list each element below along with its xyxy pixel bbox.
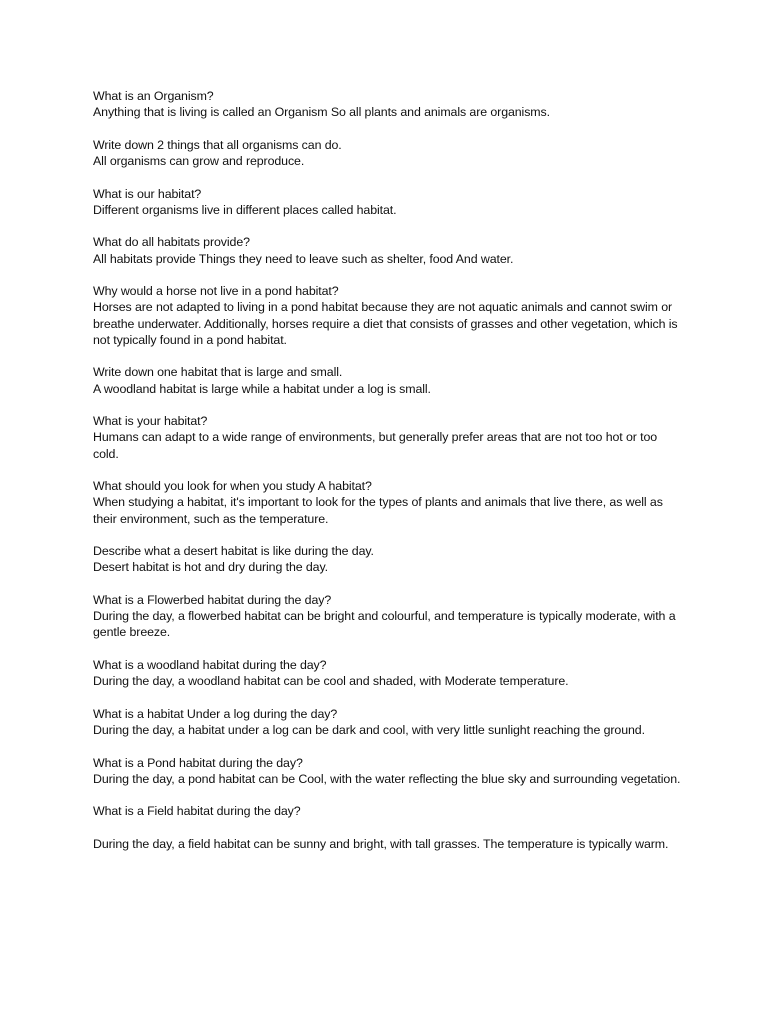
qa-block xyxy=(93,283,683,348)
answer-text: Desert habitat is hot and dry during the day. xyxy=(93,560,328,575)
qa-block xyxy=(93,755,683,787)
question-text: What is a habitat Under a log during the day? xyxy=(93,706,338,721)
qa-block xyxy=(93,234,683,266)
answer-text: A woodland habitat is large while a habitat under a log is small. xyxy=(93,381,431,396)
answer-text: Different organisms live in different places called habitat. xyxy=(93,202,397,217)
answer-text: During the day, a pond habitat can be Cool, with the water reflecting the blue sky and surrounding vegetation. xyxy=(93,771,681,786)
answer-text: All organisms can grow and reproduce. xyxy=(93,154,305,168)
qa-block xyxy=(93,803,683,852)
answer-text: When studying a habitat, it's important to look for the types of plants and animals that live there, as well as their environment, such as the temperature. xyxy=(93,495,663,526)
question-text: What is a Pond habitat during the day? xyxy=(93,755,303,770)
question-text: Why would a horse not live in a pond habitat? xyxy=(93,284,339,299)
question-text: Write down 2 things that all organisms can do. xyxy=(93,137,342,152)
document-body xyxy=(93,88,683,869)
answer-text: Horses are not adapted to living in a pond habitat because they are not aquatic animals and cannot swim or breathe underwater. Additionally, horses require a diet that consists of grasses and other vegetation, which is not typically found in a pond habitat. xyxy=(93,300,678,347)
qa-block xyxy=(93,364,683,396)
question-text: Describe what a desert habitat is like during the day. xyxy=(93,544,374,559)
question-text: What do all habitats provide? xyxy=(93,235,250,250)
qa-block xyxy=(93,657,683,689)
answer-text: All habitats provide Things they need to leave such as shelter, food And water. xyxy=(93,251,514,266)
answer-text: During the day, a woodland habitat can be cool and shaded, with Moderate temperature. xyxy=(93,674,569,689)
qa-block xyxy=(93,543,683,575)
question-text: What should you look for when you study A habitat? xyxy=(93,479,372,494)
question-text: What is a Flowerbed habitat during the day? xyxy=(93,592,332,607)
question-text: Write down one habitat that is large and small. xyxy=(93,365,343,380)
answer-text: During the day, a field habitat can be sunny and bright, with tall grasses. The temperature is typically warm. xyxy=(93,836,669,851)
answer-text: During the day, a habitat under a log can be dark and cool, with very little sunlight reaching the ground. xyxy=(93,722,645,737)
qa-block xyxy=(93,706,683,738)
answer-text: Humans can adapt to a wide range of environments, but generally prefer areas that are not too hot or too cold. xyxy=(93,430,658,461)
qa-block xyxy=(93,478,683,527)
qa-block xyxy=(93,88,683,120)
question-text: What is an Organism? xyxy=(93,89,214,103)
question-text: What is your habitat? xyxy=(93,414,208,429)
question-text: What is our habitat? xyxy=(93,186,202,201)
answer-text: During the day, a flowerbed habitat can be bright and colourful, and temperature is typically moderate, with a gentle breeze. xyxy=(93,609,676,640)
question-text: What is a Field habitat during the day? xyxy=(93,804,301,819)
question-text: What is a woodland habitat during the day? xyxy=(93,657,327,672)
qa-block xyxy=(93,413,683,462)
answer-text: Anything that is living is called an Organism So all plants and animals are organisms. xyxy=(93,105,550,120)
qa-block xyxy=(93,186,683,218)
qa-block xyxy=(93,137,683,169)
qa-block xyxy=(93,592,683,641)
